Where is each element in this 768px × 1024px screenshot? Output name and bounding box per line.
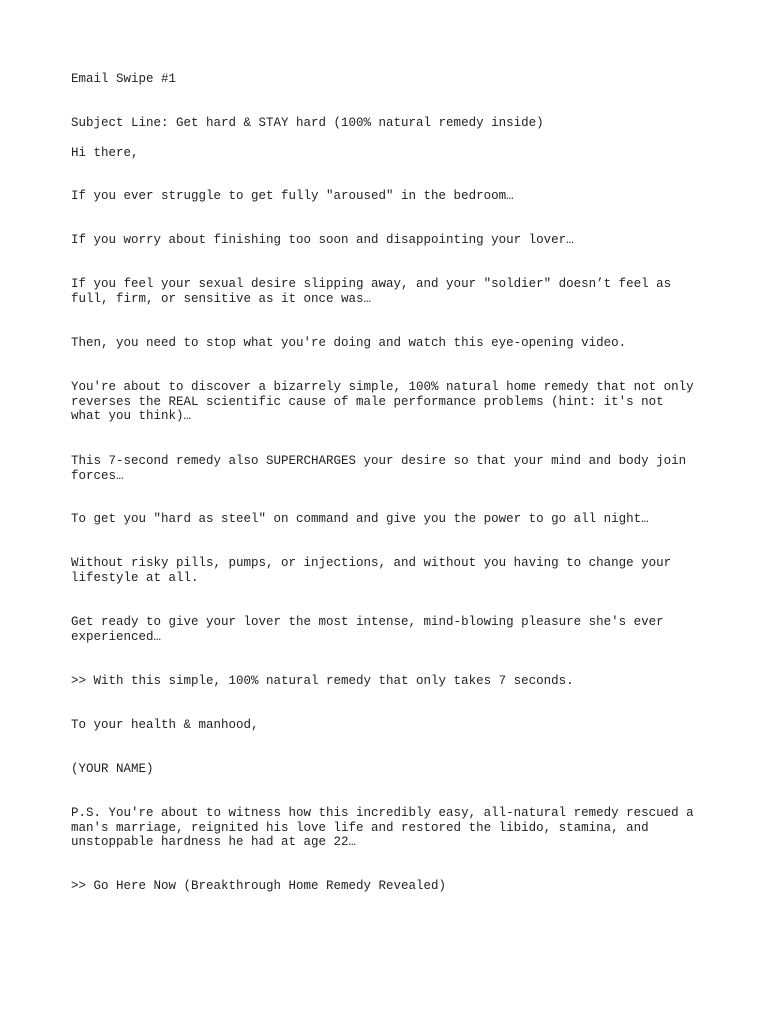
cta-link-2[interactable]: >> Go Here Now (Breakthrough Home Remedy Revealed) [71,879,447,893]
paragraph-1: If you ever struggle to get fully "aroused" in the bedroom… [71,189,514,203]
subject-line: Subject Line: Get hard & STAY hard (100% natural remedy inside) [71,116,544,130]
paragraph-3: If you feel your sexual desire slipping away, and your "soldier" doesn’t feel as full, firm, or sensitive as it once was… [71,277,672,306]
paragraph-9: Get ready to give your lover the most intense, mind-blowing pleasure she's ever experienced… [71,615,664,644]
document-heading: Email Swipe #1 [71,72,177,86]
postscript: P.S. You're about to witness how this incredibly easy, all-natural remedy rescued a man's marriage, reignited his love life and restored the libido, stamina, and unstoppable hardness he had at age 22… [71,806,694,849]
paragraph-7: To get you "hard as steel" on command and give you the power to go all night… [71,512,649,526]
greeting: Hi there, [71,146,139,160]
sign-off: To your health & manhood, [71,718,259,732]
paragraph-5: You're about to discover a bizarrely simple, 100% natural home remedy that not only reverses the REAL scientific cause of male performance problems (hint: it's not what you think)… [71,380,694,423]
paragraph-4: Then, you need to stop what you're doing and watch this eye-opening video. [71,336,627,350]
cta-link-1[interactable]: >> With this simple, 100% natural remedy that only takes 7 seconds. [71,674,574,688]
paragraph-8: Without risky pills, pumps, or injections, and without you having to change your lifestyle at all. [71,556,672,585]
sender-name: (YOUR NAME) [71,762,154,776]
paragraph-6: This 7-second remedy also SUPERCHARGES your desire so that your mind and body join forces… [71,454,687,483]
paragraph-2: If you worry about finishing too soon and disappointing your lover… [71,233,574,247]
